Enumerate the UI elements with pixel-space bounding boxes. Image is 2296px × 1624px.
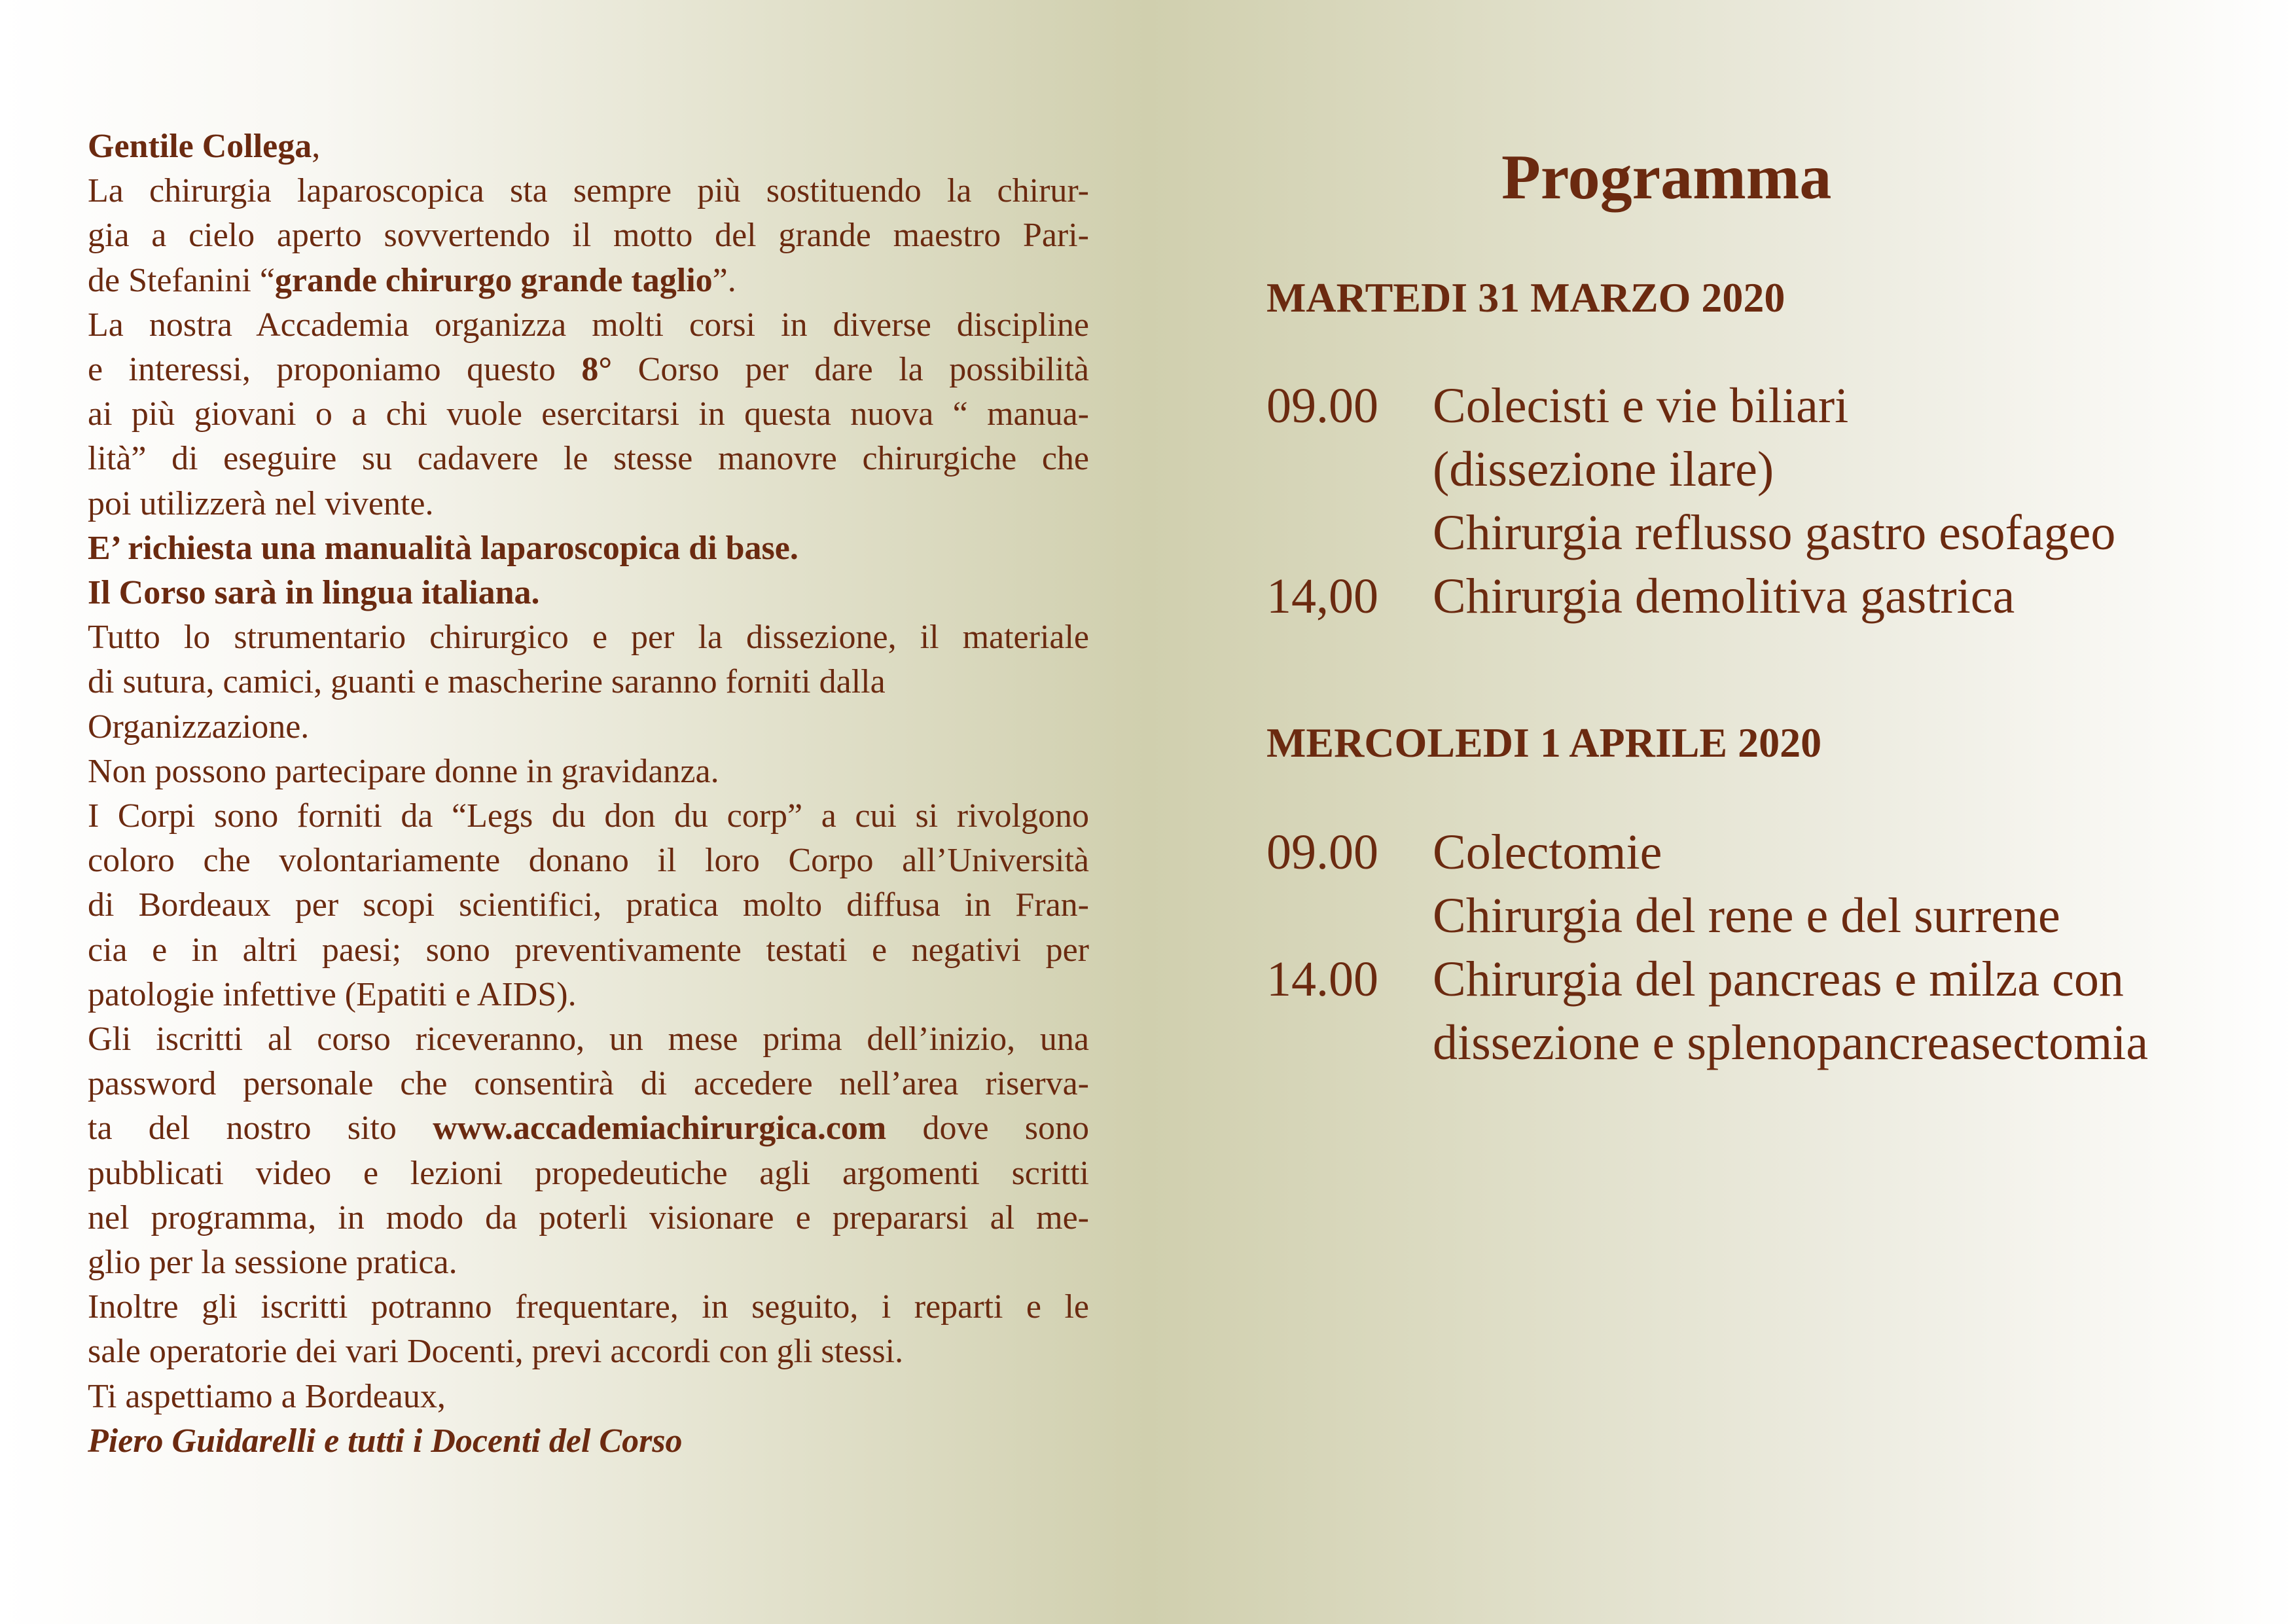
letter-line: Tutto lo strumentario chirurgico e per la dissezione, il materiale [88, 619, 1089, 657]
letter-line: poi utilizzerà nel vivente. [88, 484, 434, 522]
day-heading-wednesday: MERCOLEDI 1 APRILE 2020 [1266, 719, 1822, 766]
schedule-slot [1266, 948, 2148, 1075]
slot-time: 09.00 [1266, 378, 1378, 433]
letter-line: ta del nostro sito www.accademiachirurgica.com dove sono [88, 1110, 1089, 1147]
slot-time: 14,00 [1266, 569, 1378, 624]
letter-line: Non possono partecipare donne in gravidanza. [88, 752, 719, 790]
letter-line: patologie infettive (Epatiti e AIDS). [88, 975, 577, 1013]
letter-line: di Bordeaux per scopi scientifici, pratica molto diffusa in Fran- [88, 886, 1089, 924]
letter-line: Ti aspettiamo a Bordeaux, [88, 1377, 446, 1415]
letter-line: gia a cielo aperto sovvertendo il motto del grande maestro Pari- [88, 217, 1089, 255]
letter-line: cia e in altri paesi; sono preventivamente testati e negativi per [88, 931, 1089, 969]
slot-topic: dissezione e splenopancreasectomia [1433, 1015, 2149, 1070]
letter-line: I Corpi sono forniti da “Legs du don du corp” a cui si rivolgono [88, 797, 1089, 835]
letter-line: e interessi, proponiamo questo 8° Corso per dare la possibilità [88, 351, 1089, 389]
slot-topics [1433, 374, 2115, 565]
letter-line: coloro che volontariamente donano il loro Corpo all’Università [88, 842, 1089, 880]
slot-topic: Chirurgia demolitiva gastrica [1433, 569, 2015, 624]
programma-title: Programma [1501, 142, 1832, 213]
website-link[interactable]: www.accademiachirurgica.com [433, 1110, 887, 1147]
letter-line: nel programma, in modo da poterli visionare e prepararsi al me- [88, 1199, 1089, 1236]
letter-line: La nostra Accademia organizza molti corsi in diverse discipline [88, 306, 1089, 344]
slot-topic: Colecisti e vie biliari [1433, 378, 1849, 433]
schedule-tuesday [1266, 374, 2115, 628]
schedule-slot [1266, 374, 2115, 565]
letter-line: Gli iscritti al corso riceveranno, un mese prima dell’inizio, una [88, 1020, 1089, 1058]
letter-line: di sutura, camici, guanti e mascherine saranno forniti dalla [88, 663, 886, 701]
schedule-wednesday [1266, 821, 2148, 1075]
motto: grande chirurgo grande taglio [274, 261, 713, 299]
requirement-note: E’ richiesta una manualità laparoscopica di base. [88, 529, 798, 567]
letter-line: Inoltre gli iscritti potranno frequentare, in seguito, i reparti e le [88, 1288, 1089, 1326]
slot-time: 09.00 [1266, 825, 1378, 880]
slot-topic: Colectomie [1433, 825, 1662, 880]
letter-line: password personale che consentirà di accedere nell’area riserva- [88, 1065, 1089, 1103]
letter-line: La chirurgia laparoscopica sta sempre più sostituendo la chirur- [88, 172, 1089, 210]
schedule-slot [1266, 565, 2115, 628]
letter-line: Gentile Collega, [88, 128, 321, 165]
slot-topic: Chirurgia reflusso gastro esofageo [1433, 505, 2116, 560]
language-note: Il Corso sarà in lingua italiana. [88, 574, 540, 612]
letter-line: Organizzazione. [88, 708, 310, 746]
letter-line: ai più giovani o a chi vuole esercitarsi in questa nuova “ manua- [88, 395, 1089, 433]
course-number: 8° [581, 351, 613, 389]
letter-line: de Stefanini “grande chirurgo grande taglio”. [88, 261, 736, 299]
day-heading-tuesday: MARTEDI 31 MARZO 2020 [1266, 274, 1785, 321]
letter-line: lità” di eseguire su cadavere le stesse manovre chirurgiche che [88, 440, 1089, 478]
letter-line: pubblicati video e lezioni propedeutiche agli argomenti scritti [88, 1154, 1089, 1192]
slot-topic: Chirurgia del rene e del surrene [1433, 888, 2060, 943]
signature: Piero Guidarelli e tutti i Docenti del Corso [88, 1422, 683, 1460]
slot-topics [1433, 948, 2148, 1075]
slot-topic: (dissezione ilare) [1433, 442, 1774, 497]
letter-line: sale operatorie dei vari Docenti, previ accordi con gli stessi. [88, 1333, 904, 1371]
slot-time: 14.00 [1266, 952, 1378, 1007]
schedule-slot [1266, 821, 2148, 948]
slot-topics [1433, 565, 2015, 628]
letter-greeting: Gentile Collega [88, 128, 312, 165]
slot-topics [1433, 821, 2060, 948]
slot-topic: Chirurgia del pancreas e milza con [1433, 952, 2124, 1007]
welcome-letter [88, 124, 1089, 1464]
letter-line: glio per la sessione pratica. [88, 1244, 457, 1282]
